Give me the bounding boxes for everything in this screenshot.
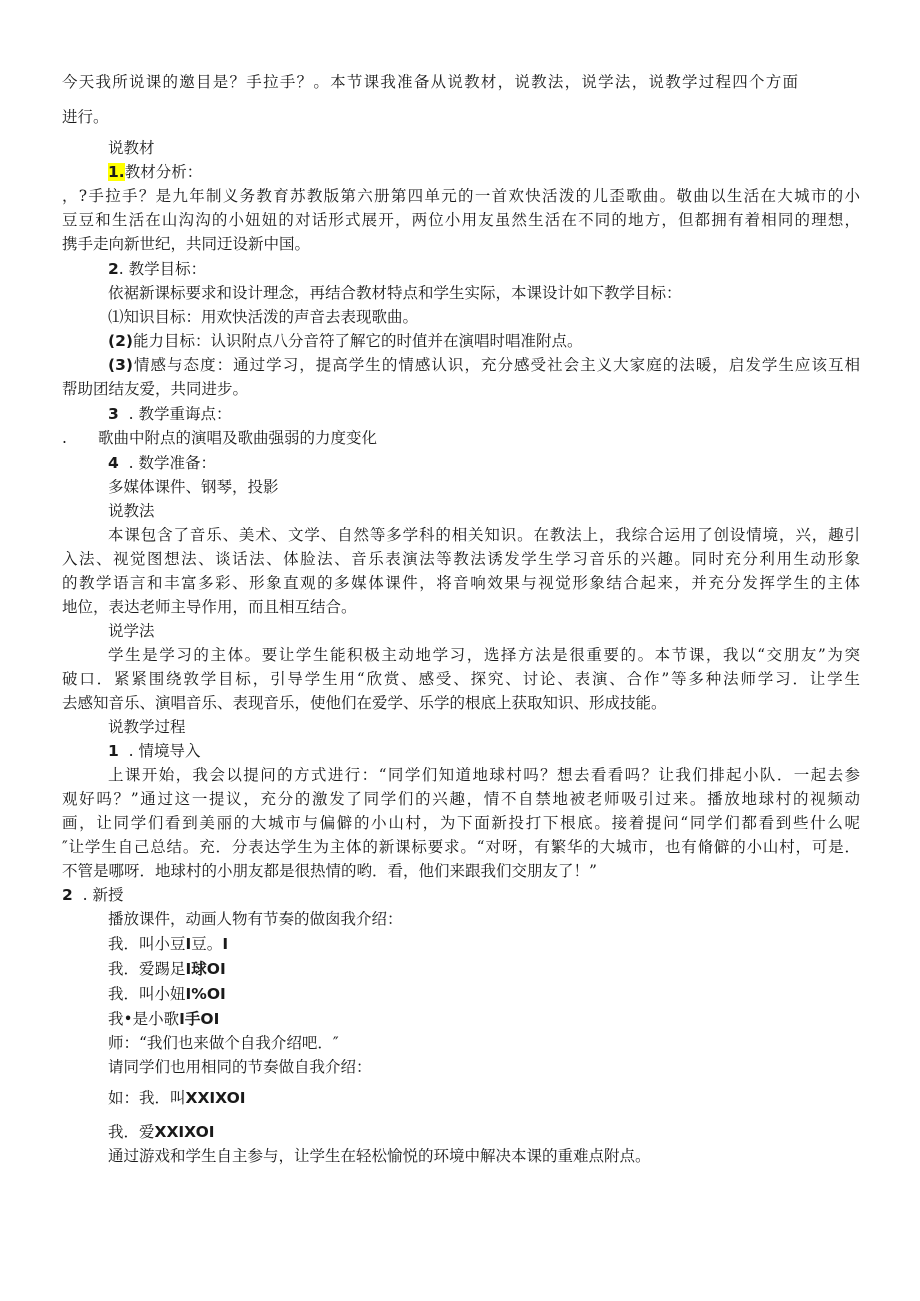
example-2-mark: XXIXOI (154, 1123, 215, 1141)
goals-heading (108, 257, 206, 281)
goals-intro: 依裾新课标要求和设计理念，再结合教材特点和学生实际，本课设计如下教学目标： (108, 284, 682, 302)
step2-title: . 新授 (82, 886, 124, 904)
example-1-mark: XXIXOI (185, 1089, 246, 1107)
prep-title: . 数学准备： (128, 454, 217, 472)
goal-knowledge: ⑴知识目标：用欢快活泼的声音去表现歌曲。 (108, 308, 419, 326)
goal-ability-number: (2) (108, 332, 133, 350)
please-line: 请同学们也用相同的节奏做自我介绍： (108, 1058, 372, 1076)
goal-emotion-line-2: 帮助团结友爱，共同进步。 (62, 380, 249, 398)
goal-emotion (108, 353, 860, 377)
rhythm-2-text: 我．爱踢足 (108, 960, 186, 978)
analysis-title: 教材分析： (124, 163, 203, 181)
prep-heading (108, 451, 216, 475)
example-line-1 (108, 1086, 246, 1110)
rhythm-1-text-2: 豆。 (191, 935, 223, 953)
keypoints-content: 歌曲中附点的演唱及歌曲强弱的力度变化 (98, 429, 378, 447)
step2-heading (62, 883, 124, 907)
teacher-line: 师：“我们也来做个自我介绍吧．″ (108, 1034, 339, 1052)
step1-line-2: 观好吗？”通过这一提议，充分的激发了同学们的兴趣，情不自禁地被老师吸引过来。播放地球村的视频动 (62, 790, 860, 808)
example-2-text: 我．爱 (108, 1123, 155, 1141)
step1-heading (108, 739, 201, 763)
goal-ability (108, 329, 582, 353)
study-line-1: 学生是学习的主体。要让学生能积极主动地学习，选择方法是很重要的。本节课，我以“交朋友”为突 (108, 646, 860, 664)
heading-study: 说学法 (108, 622, 155, 640)
rhythm-line-1 (108, 932, 228, 956)
rhythm-2-mark: I球OI (185, 960, 226, 978)
heading-process: 说教学过程 (108, 718, 186, 736)
example-line-2 (108, 1120, 215, 1144)
goals-title: . 教学目标： (118, 260, 207, 278)
closing-line: 通过游戏和学生自主参与，让学生在轻松愉悦的环境中解决本课的重难点附点。 (108, 1147, 651, 1165)
heading-method: 说教法 (108, 502, 155, 520)
step1-line-1: 上课开始，我会以提问的方式进行：“同学们知道地球村吗？想去看看吗？让我们排起小队．一起去参 (108, 766, 860, 784)
rhythm-1-mark-2: I (222, 935, 229, 953)
analysis-heading (108, 160, 202, 184)
step1-line-4: ″让学生自己总结。充．分表达学生为主体的新课标要求。“对呀，有繁华的大城市，也有脩僻的小山村，可是． (62, 838, 860, 856)
step1-number: 1 (108, 742, 119, 760)
rhythm-line-2 (108, 957, 226, 981)
keypoints-bullet: . (62, 429, 67, 447)
rhythm-line-3 (108, 982, 226, 1006)
step1-line-5: 不管是哪呀．地球村的小朋友都是很热情的哟．看，他们来跟我们交朋友了！” (62, 862, 597, 880)
heading-textbook: 说教材 (108, 139, 155, 157)
intro-line-1: 今天我所说课的邀目是？手拉手？。本节课我准备从说教材，说教法，说学法，说教学过程四个方面 (62, 73, 798, 91)
step1-title: . 情境导入 (128, 742, 201, 760)
rhythm-3-mark: I%OI (185, 985, 226, 1003)
prep-number: 4 (108, 454, 119, 472)
step1-line-3: 画，让同学们看到美丽的大城市与偏僻的小山村，为下面新投打下根底。接着提问“同学们都看到些什么呢 (62, 814, 860, 832)
study-line-3: 去感知音乐、演唱音乐、表现音乐，使他们在爱学、乐学的根底上获取知识、形成技能。 (62, 694, 667, 712)
rhythm-1-mark: I (185, 935, 192, 953)
goal-ability-text: 能力目标：认识附点八分音符了解它的时值并在演唱时唱准附点。 (132, 332, 583, 350)
method-line-4: 地位，表达老师主导作用，而且相互结合。 (62, 598, 357, 616)
goal-emotion-number: (3) (108, 356, 133, 374)
method-line-3: 的教学语言和丰富多彩、形象直观的多媒体课件，将音响效果与视觉形象结合起来，并充分发挥学生的主体 (62, 574, 860, 592)
step2-number: 2 (62, 886, 73, 904)
step2-intro: 播放课件，动画人物有节奏的做囱我介绍： (108, 910, 403, 928)
keypoints-number: 3 (108, 405, 119, 423)
rhythm-3-text: 我．叫小妞 (108, 985, 186, 1003)
goals-number: 2 (108, 260, 119, 278)
method-line-2: 入法、视觉图想法、谈话法、体脸法、音乐表演法等教法诱发学生学习音乐的兴趣。同时充分利用生动形象 (62, 550, 860, 568)
rhythm-1-text: 我．叫小豆 (108, 935, 186, 953)
rhythm-4-text: 我•是小歌 (108, 1010, 180, 1028)
rhythm-line-4 (108, 1007, 219, 1031)
goal-emotion-text: 情感与态度：通过学习，提高学生的情感认识，充分感受社会主义大家庭的法暖，启发学生应该互相 (132, 356, 860, 374)
rhythm-4-mark: I手OI (179, 1010, 220, 1028)
example-1-text: 如：我．叫 (108, 1089, 186, 1107)
keypoints-heading (108, 402, 232, 426)
method-line-1: 本课包含了音乐、美术、文学、自然等多学科的相关知识。在教法上，我综合运用了创设情境，兴，趣引 (108, 526, 860, 544)
study-line-2: 破口．紧紧围绕敦学目标，引导学生用“欣赏、感受、探究、讨论、表演、合作”等多种法师学习．让学生 (62, 670, 860, 688)
analysis-line-1: ，?手拉手？是九年制义务教育苏教版第六册第四单元的一首欢快活泼的儿歪歌曲。敬曲以生活在大城市的小 (62, 187, 860, 205)
analysis-number: 1. (108, 163, 125, 181)
analysis-line-3: 携手走向新世纪，共同迂设新中国。 (62, 235, 311, 253)
analysis-line-2: 豆豆和生活在山沟沟的小妞妞的对话形式展开，两位小用友虽然生活在不同的地方，但都拥有着相同的理想， (62, 211, 860, 229)
prep-content: 多媒体课件、钢琴，投影 (108, 478, 279, 496)
intro-line-2: 进行。 (62, 108, 109, 126)
keypoints-title: . 教学重诲点： (128, 405, 232, 423)
